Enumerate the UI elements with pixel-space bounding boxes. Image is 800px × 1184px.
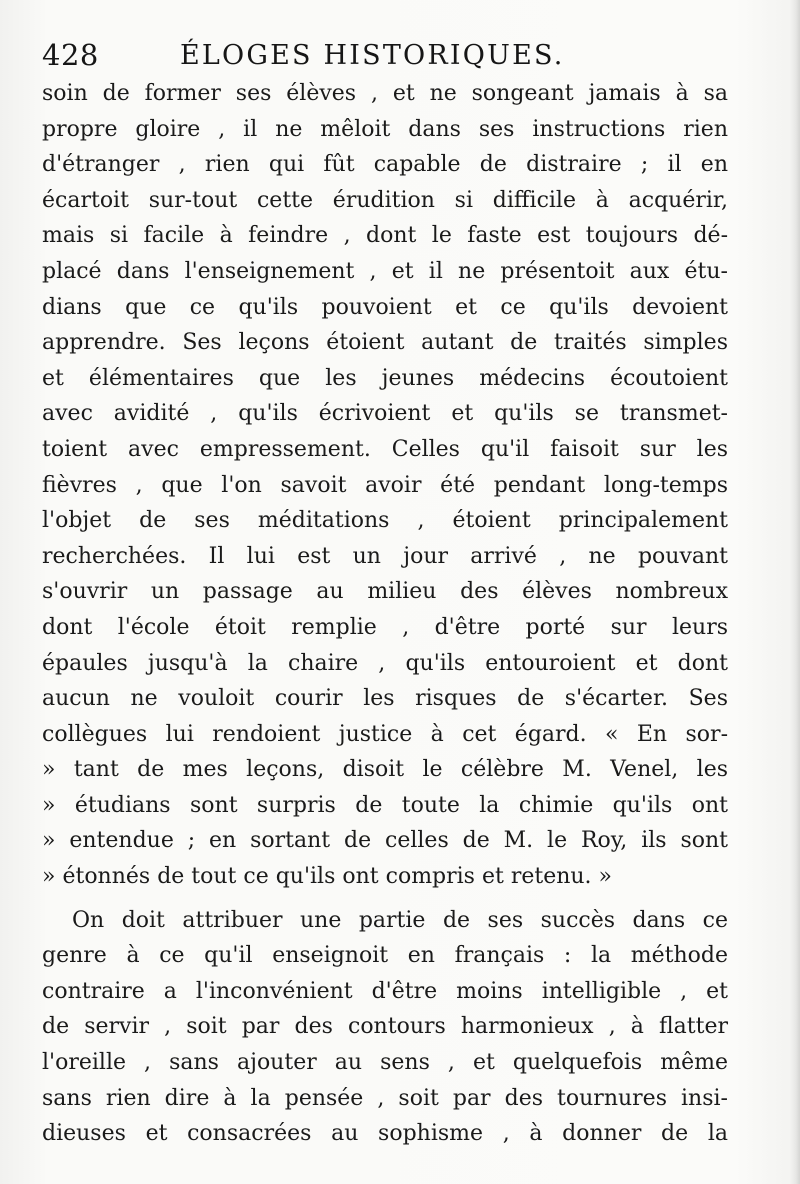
text-line: placé dans l'enseignement , et il ne présentoit aux étu-	[42, 258, 728, 284]
text-line: écartoit sur-tout cette érudition si difficile à acquérir,	[42, 187, 728, 213]
paragraph-gap	[42, 895, 728, 903]
text-line: soin de former ses élèves , et ne songeant jamais à sa	[42, 81, 728, 106]
text-line: collègues lui rendoient justice à cet égard. « En sor-	[42, 721, 728, 747]
paragraph-1	[42, 76, 728, 895]
text-line: apprendre. Ses leçons étoient autant de traités simples	[42, 330, 728, 356]
text-line: propre gloire , il ne mêloit dans ses instructions rien	[42, 116, 728, 142]
text-line: dont l'école étoit remplie , d'être porté sur leurs	[42, 614, 728, 640]
text-line: contraire a l'inconvénient d'être moins intelligible , et	[42, 978, 728, 1004]
text-line: sans rien dire à la pensée , soit par des tournures insi-	[42, 1085, 728, 1111]
text-line: épaules jusqu'à la chaire , qu'ils entouroient et dont	[42, 650, 728, 676]
running-head: ÉLOGES HISTORIQUES.	[180, 40, 565, 71]
text-line: dieuses et consacrées au sophisme , à donner de la	[42, 1121, 728, 1147]
text-line: » entendue ; en sortant de celles de M. le Roy, ils sont	[42, 828, 728, 854]
text-line: aucun ne vouloit courir les risques de s'écarter. Ses	[42, 686, 728, 712]
text-line: l'oreille , sans ajouter au sens , et quelquefois même	[42, 1050, 728, 1076]
text-line: genre à ce qu'il enseignoit en français : la méthode	[42, 943, 728, 969]
paragraph-2	[42, 903, 728, 1152]
text-line: d'étranger , rien qui fût capable de distraire ; il en	[42, 152, 728, 178]
text-line: s'ouvrir un passage au milieu des élèves nombreux	[42, 579, 728, 605]
text-line: recherchées. Il lui est un jour arrivé , ne pouvant	[42, 543, 728, 569]
text-line: de servir , soit par des contours harmonieux , à flatter	[42, 1014, 728, 1040]
page-number: 428	[42, 38, 99, 72]
body-text	[42, 76, 728, 1152]
text-line: dians que ce qu'ils pouvoient et ce qu'ils devoient	[42, 294, 728, 320]
page-header	[42, 38, 742, 78]
text-line: » étonnés de tout ce qu'ils ont compris et retenu. »	[42, 864, 613, 890]
text-line: » tant de mes leçons, disoit le célèbre M. Venel, les	[42, 757, 728, 783]
text-line: fièvres , que l'on savoit avoir été pendant long-temps	[42, 472, 728, 498]
page-edge-shadow	[790, 0, 800, 1184]
text-line: avec avidité , qu'ils écrivoient et qu'ils se transmet-	[42, 401, 728, 427]
text-line: l'objet de ses méditations , étoient principalement	[42, 508, 728, 534]
text-line: mais si facile à feindre , dont le faste est toujours dé-	[42, 223, 728, 249]
text-line: On doit attribuer une partie de ses succès dans ce	[72, 907, 728, 933]
text-line: toient avec empressement. Celles qu'il faisoit sur les	[42, 436, 728, 462]
text-line: » étudians sont surpris de toute la chimie qu'ils ont	[42, 792, 728, 818]
text-line: et élémentaires que les jeunes médecins écoutoient	[42, 365, 728, 391]
